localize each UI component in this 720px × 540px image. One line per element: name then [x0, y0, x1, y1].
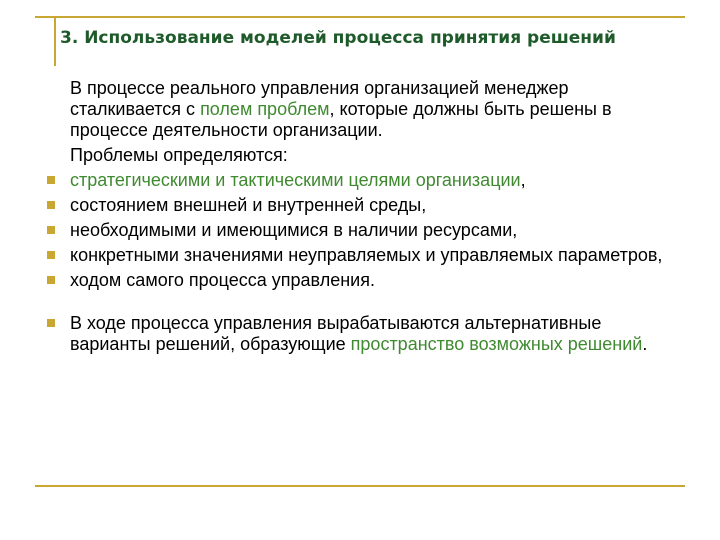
bullet-square-icon: [47, 226, 55, 234]
intro-text-before: В процессе реального управления организацией менеджер сталкивается с: [70, 78, 569, 119]
bullet-text: необходимыми и имеющимися в наличии ресурсами,: [70, 220, 518, 240]
bullet-text: состоянием внешней и внутренней среды,: [70, 195, 427, 215]
bullet-text: конкретными значениями неуправляемых и управляемых параметров,: [70, 245, 663, 265]
frame-vertical-line: [54, 16, 56, 66]
bullet-item: [45, 220, 665, 241]
bullet-square-icon: [47, 276, 55, 284]
final-bullet: [45, 313, 665, 355]
bullet-square-icon: [47, 251, 55, 259]
bullet-text: ходом самого процесса управления.: [70, 270, 375, 290]
intro-text-after: , которые должны быть решены в процессе деятельности организации.: [70, 99, 612, 140]
bullet-square-icon: [47, 201, 55, 209]
slide-body: [45, 78, 665, 359]
frame-top-line: [35, 16, 685, 18]
final-highlight: пространство возможных решений: [350, 334, 643, 354]
intro-highlight: полем проблем: [200, 99, 330, 119]
bullet-item: [45, 245, 665, 266]
bullet-highlight: стратегическими и тактическими целями организации: [70, 170, 521, 190]
problems-heading: Проблемы определяются:: [70, 145, 288, 165]
bullet-item: [45, 195, 665, 216]
final-text-before: В ходе процесса управления вырабатываются альтернативные варианты решений, образующие: [70, 313, 602, 354]
frame-bottom-line: [35, 485, 685, 487]
final-text-after: .: [642, 334, 648, 354]
spacer: [45, 295, 665, 313]
bullet-text: ,: [520, 170, 526, 190]
bullet-item: [45, 270, 665, 291]
bullet-item: [45, 170, 665, 191]
bullet-square-icon: [47, 176, 55, 184]
bullet-square-icon: [47, 319, 55, 327]
intro-paragraph: [45, 78, 665, 141]
slide-title: 3. Использование моделей процесса принятия решений: [60, 28, 616, 48]
